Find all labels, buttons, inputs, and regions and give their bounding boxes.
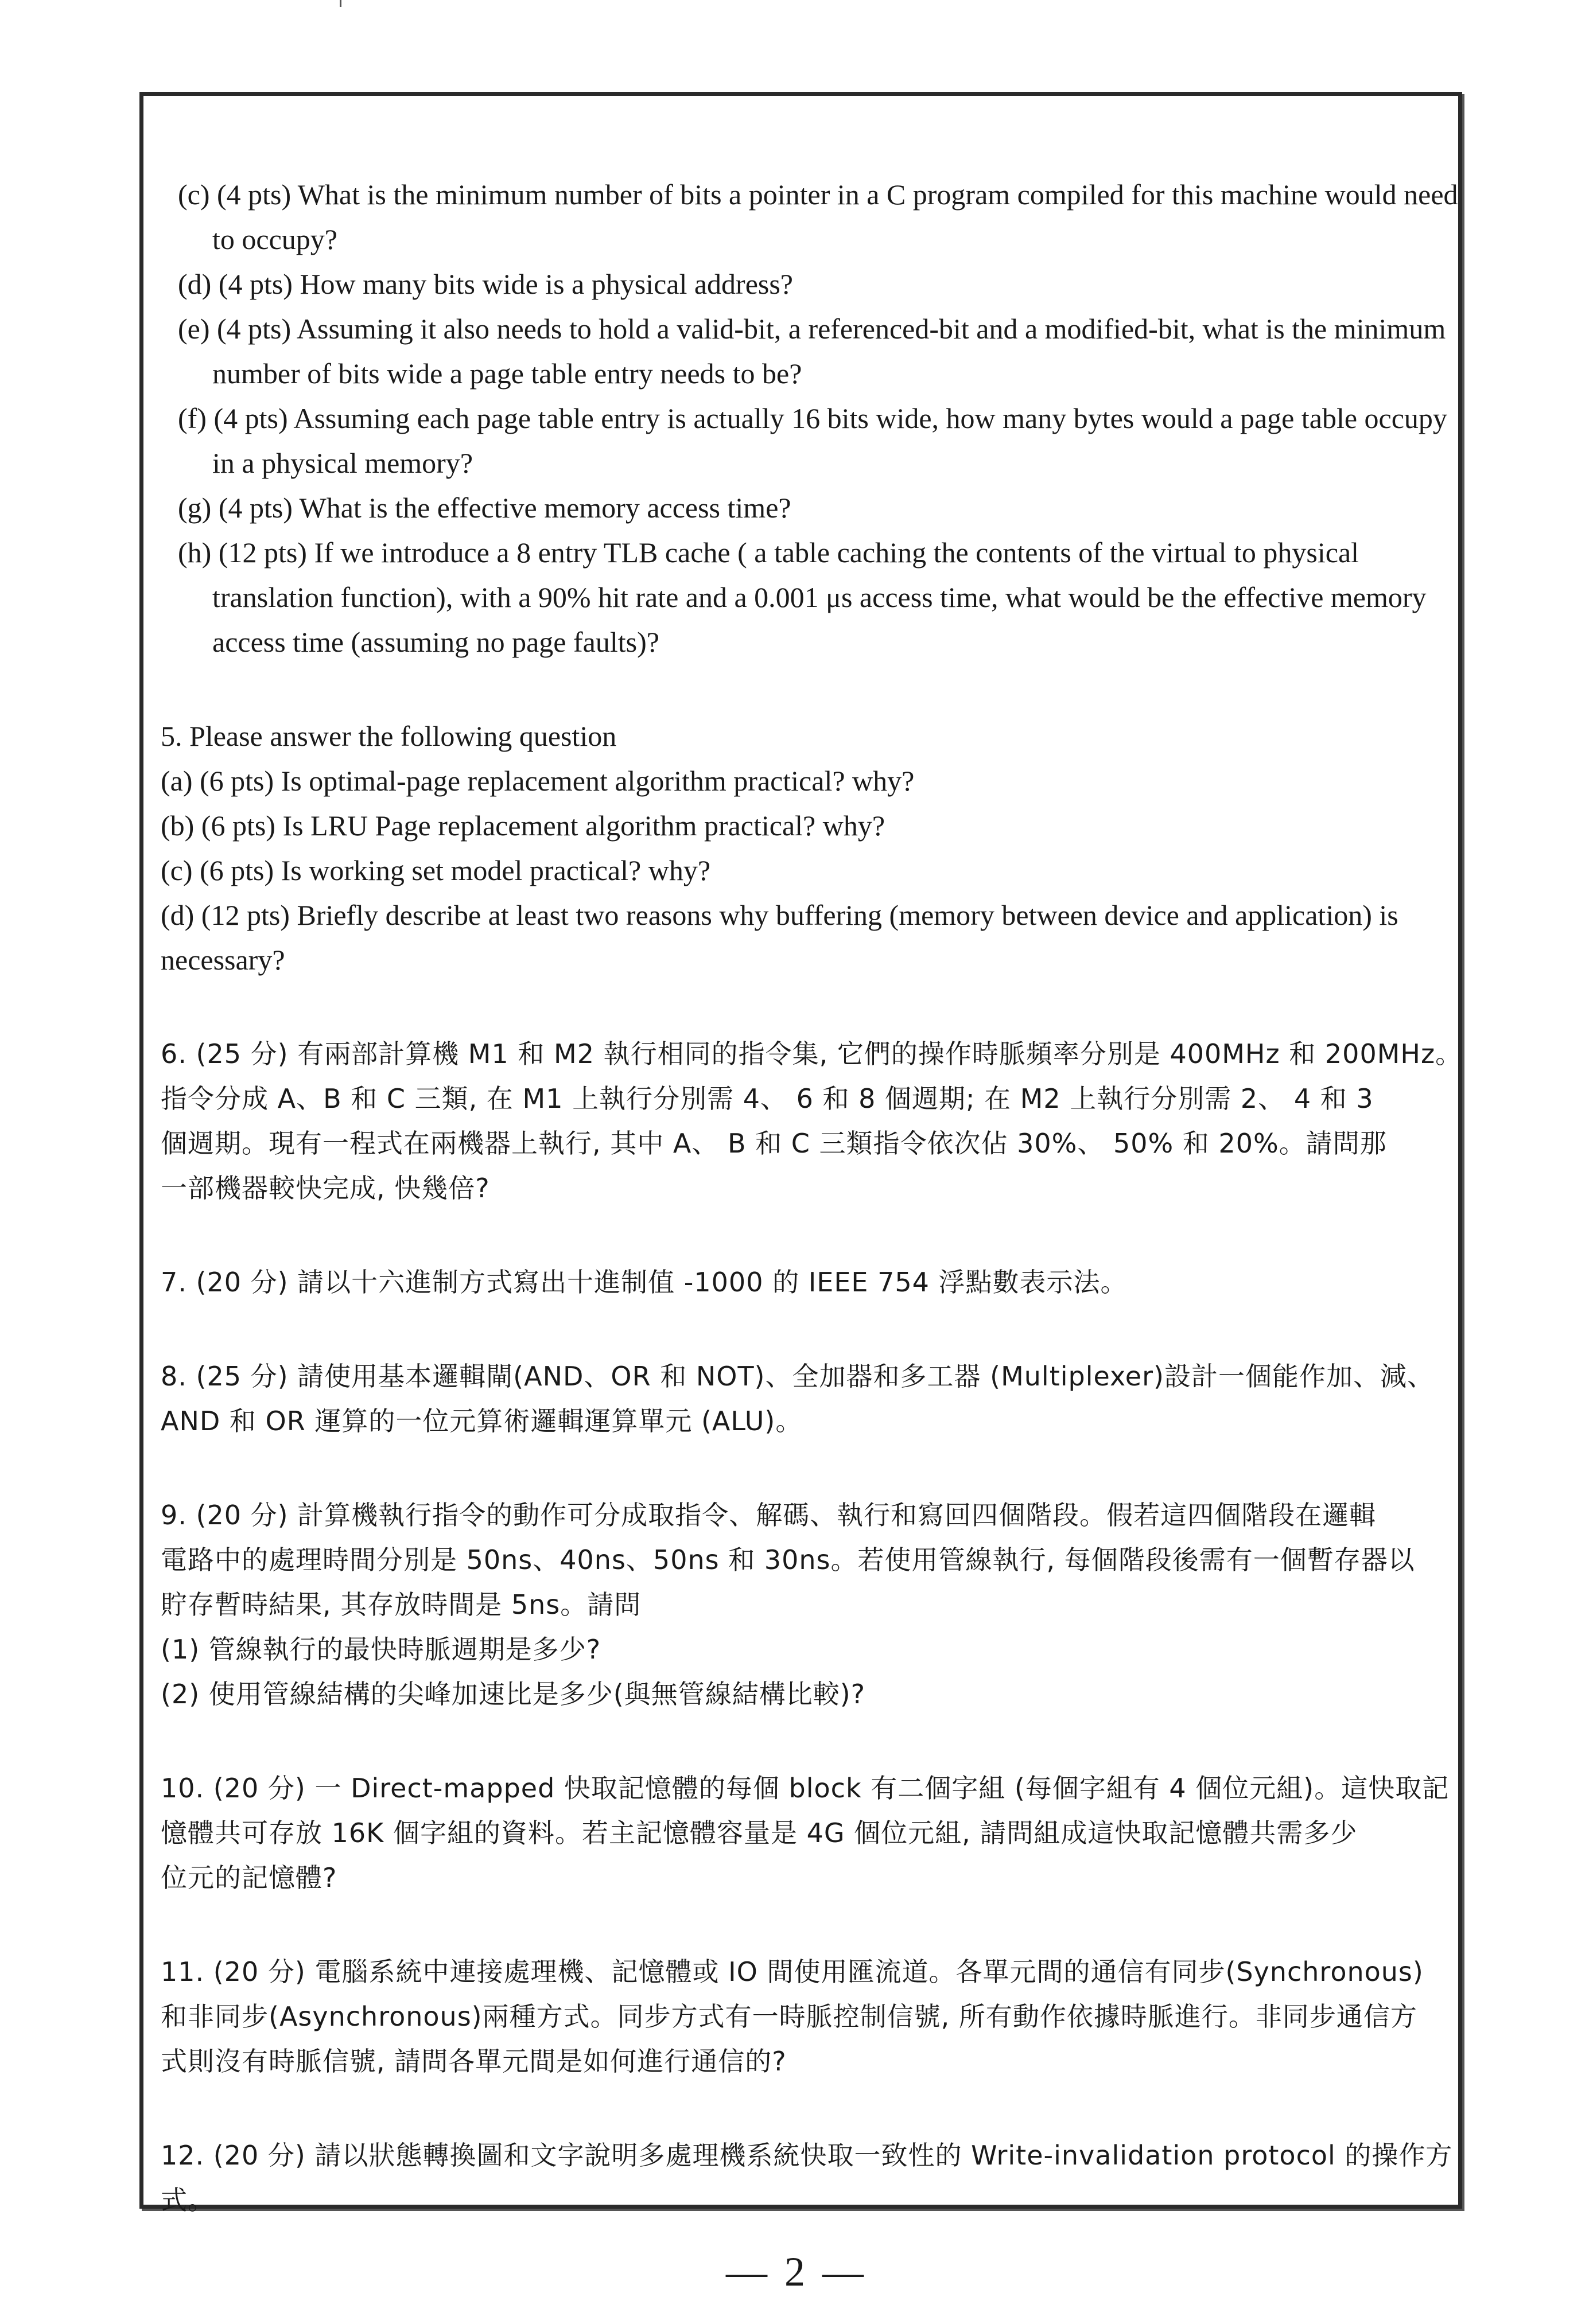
question-line: 指令分成 A、B 和 C 三類, 在 M1 上執行分別需 4、 6 和 8 個週期; 在 M2 上執行分別需 2、 4 和 3	[161, 1083, 1374, 1114]
question-4c	[161, 172, 1458, 262]
question-line: 6. (25 分) 有兩部計算機 M1 和 M2 執行相同的指令集, 它們的操作時脈頻率分別是 400MHz 和 200MHz。	[161, 1038, 1463, 1069]
question-line: number of bits wide a page table entry needs to be?	[212, 357, 802, 390]
question-7	[161, 1260, 1458, 1305]
question-line: 10. (20 分) 一 Direct-mapped 快取記憶體的每個 block 有二個字組 (每個字組有 4 個位元組)。這快取記	[161, 1773, 1450, 1804]
question-line: 一部機器較快完成, 快幾倍?	[161, 1173, 490, 1204]
question-line: (d) (4 pts) How many bits wide is a physical address?	[178, 268, 793, 300]
question-line: 位元的記憶體?	[161, 1862, 337, 1893]
question-11	[161, 1949, 1458, 2084]
exam-content	[161, 172, 1463, 2222]
question-line: 9. (20 分) 計算機執行指令的動作可分成取指令、解碼、執行和寫回四個階段。假若這四個階段在邏輯	[161, 1500, 1377, 1531]
question-line: necessary?	[161, 944, 285, 976]
question-4d	[161, 262, 1458, 306]
question-line: in a physical memory?	[212, 447, 473, 479]
question-line: (c) (4 pts) What is the minimum number of bits a pointer in a C program compiled for this machine would need	[178, 178, 1458, 211]
question-line: 電路中的處理時間分別是 50ns、40ns、50ns 和 30ns。若使用管線執行, 每個階段後需有一個暫存器以	[161, 1544, 1415, 1575]
question-line: 8. (25 分) 請使用基本邏輯閘(AND、OR 和 NOT)、全加器和多工器 (Multiplexer)設計一個能作加、減、	[161, 1361, 1434, 1392]
scan-mark	[340, 0, 341, 7]
question-line: translation function), with a 90% hit rate and a 0.001 μs access time, what would be the effective memory	[212, 581, 1427, 613]
question-5	[161, 714, 1458, 982]
question-6	[161, 1031, 1463, 1210]
question-line: (e) (4 pts) Assuming it also needs to hold a valid-bit, a referenced-bit and a modified-bit, what is the minimum	[178, 313, 1446, 345]
question-10	[161, 1766, 1458, 1900]
question-line: (f) (4 pts) Assuming each page table entry is actually 16 bits wide, how many bytes would a page table occupy	[178, 402, 1447, 434]
page-number: — 2 —	[726, 2249, 867, 2295]
question-4g	[161, 485, 1458, 530]
question-9	[161, 1493, 1458, 1716]
question-4h	[161, 530, 1458, 664]
question-line: 7. (20 分) 請以十六進制方式寫出十進制值 -1000 的 IEEE 754 浮點數表示法。	[161, 1267, 1128, 1298]
question-8	[161, 1354, 1458, 1443]
question-4e	[161, 306, 1458, 396]
question-line: 憶體共可存放 16K 個字組的資料。若主記憶體容量是 4G 個位元組, 請問組成這快取記憶體共需多少	[161, 1817, 1358, 1848]
question-12	[161, 2133, 1458, 2222]
question-line: access time (assuming no page faults)?	[212, 626, 659, 658]
question-title: 5. Please answer the following question	[161, 720, 617, 752]
question-line: (2) 使用管線結構的尖峰加速比是多少(與無管線結構比較)?	[161, 1679, 866, 1710]
question-line: (g) (4 pts) What is the effective memory access time?	[178, 492, 791, 524]
question-line: 和非同步(Asynchronous)兩種方式。同步方式有一時脈控制信號, 所有動作依據時脈進行。非同步通信方	[161, 2001, 1417, 2032]
question-line: 個週期。現有一程式在兩機器上執行, 其中 A、 B 和 C 三類指令依次佔 30%、 50% 和 20%。請問那	[161, 1128, 1387, 1159]
question-line: (1) 管線執行的最快時脈週期是多少?	[161, 1634, 601, 1665]
question-line: (d) (12 pts) Briefly describe at least two reasons why buffering (memory between device and application) is	[161, 899, 1398, 931]
question-line: (a) (6 pts) Is optimal-page replacement algorithm practical? why?	[161, 765, 915, 797]
question-line: 貯存暫時結果, 其存放時間是 5ns。請問	[161, 1589, 642, 1620]
question-line: (b) (6 pts) Is LRU Page replacement algorithm practical? why?	[161, 809, 885, 842]
question-line: (c) (6 pts) Is working set model practical? why?	[161, 854, 711, 886]
question-line: to occupy?	[212, 223, 337, 255]
question-4f	[161, 396, 1458, 485]
question-line: 式。	[161, 2185, 215, 2216]
question-line: 式則沒有時脈信號, 請問各單元間是如何進行通信的?	[161, 2046, 787, 2077]
question-line: 12. (20 分) 請以狀態轉換圖和文字說明多處理機系統快取一致性的 Write-invalidation protocol 的操作方	[161, 2140, 1453, 2171]
question-line: AND 和 OR 運算的一位元算術邏輯運算單元 (ALU)。	[161, 1406, 803, 1437]
question-line: (h) (12 pts) If we introduce a 8 entry TLB cache ( a table caching the contents of the virtual to physical	[178, 536, 1359, 569]
question-line: 11. (20 分) 電腦系統中連接處理機、記憶體或 IO 間使用匯流道。各單元間的通信有同步(Synchronous)	[161, 1956, 1424, 1987]
